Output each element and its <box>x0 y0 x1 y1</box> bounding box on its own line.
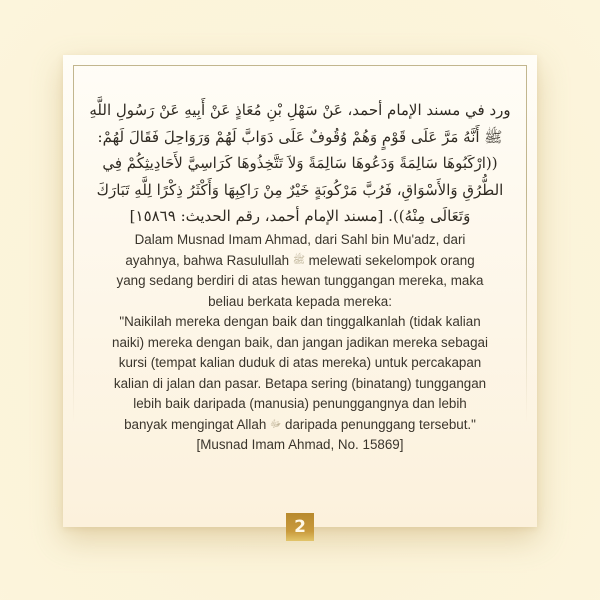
indonesian-translation <box>79 230 521 456</box>
translation-line <box>79 312 521 333</box>
translation-text: Dalam Musnad Imam Ahmad, dari Sahl bin Mu'adz, dari <box>134 232 466 247</box>
translation-text: beliau berkata kepada mereka: <box>208 293 392 309</box>
arabic-line: ((ارْكَبُوهَا سَالِمَةً وَدَعُوهَا سَالِمَةً وَلاَ تَتَّخِذُوهَا كَرَاسِيَّ لأَحَادِيثِكُمْ فِي <box>102 154 498 172</box>
translation-text: kursi (tempat kalian duduk di atas mereka) untuk percakapan <box>118 355 482 371</box>
translation-line <box>79 353 521 374</box>
translation-text: ayahnya, bahwa Rasulullah <box>125 252 293 268</box>
translation-line <box>79 251 521 272</box>
translation-line <box>79 230 521 251</box>
translation-text: banyak mengingat Allah <box>124 416 270 432</box>
translation-line <box>79 394 521 415</box>
translation-text: kalian di jalan dan pasar. Betapa sering (binatang) tunggangan <box>113 375 487 391</box>
arabic-hadith-text <box>89 97 511 230</box>
page-number-badge: 2 <box>286 513 314 541</box>
translation-line <box>79 374 521 395</box>
translation-line <box>79 415 521 436</box>
translation-text: melewati sekelompok orang <box>304 252 475 268</box>
translation-line <box>79 333 521 354</box>
translation-text: lebih baik daripada (manusia) penunggangnya dan lebih <box>133 396 467 412</box>
translation-text: yang sedang berdiri di atas hewan tunggangan mereka, maka <box>116 273 484 289</box>
salawat-icon: ﷺ <box>292 254 305 266</box>
arabic-line: وَتَعَالَى مِنْهُ)). [مسند الإمام أحمد، رقم الحديث: ١٥٨٦٩] <box>129 207 471 225</box>
hadith-card <box>63 55 537 527</box>
translation-text: daripada penunggang tersebut." <box>281 416 476 432</box>
translation-text: "Naikilah mereka dengan baik dan tinggalkanlah (tidak kalian <box>119 314 481 330</box>
arabic-line: الطُّرُقِ وَالأَسْوَاقِ، فَرُبَّ مَرْكُوبَةٍ خَيْرٌ مِنْ رَاكِبِهَا وَأَكْثَرُ ذِكْرًا لِلَّهِ تَبَارَكَ <box>96 180 504 199</box>
arabic-line: ورد في مسند الإمام أحمد، عَنْ سَهْلِ بْنِ مُعَاذٍ عَنْ أَبِيهِ عَنْ رَسُولِ اللَّهِ <box>89 101 511 119</box>
citation <box>79 435 521 456</box>
arabic-line: ﷺ أَنَّهُ مَرَّ عَلَى قَوْمٍ وَهُمْ وُقُوفٌ عَلَى دَوَابَّ لَهُمْ وَرَوَاحِلَ فَقَالَ لَهُمْ: <box>97 127 503 146</box>
translation-line <box>79 271 521 292</box>
translation-line <box>79 292 521 313</box>
citation-text: [Musnad Imam Ahmad, No. 15869] <box>196 437 404 453</box>
jalla-jalaluh-icon: ﷻ <box>270 418 282 430</box>
translation-text: naiki) mereka dengan baik, dan jangan jadikan mereka sebagai <box>112 334 488 350</box>
